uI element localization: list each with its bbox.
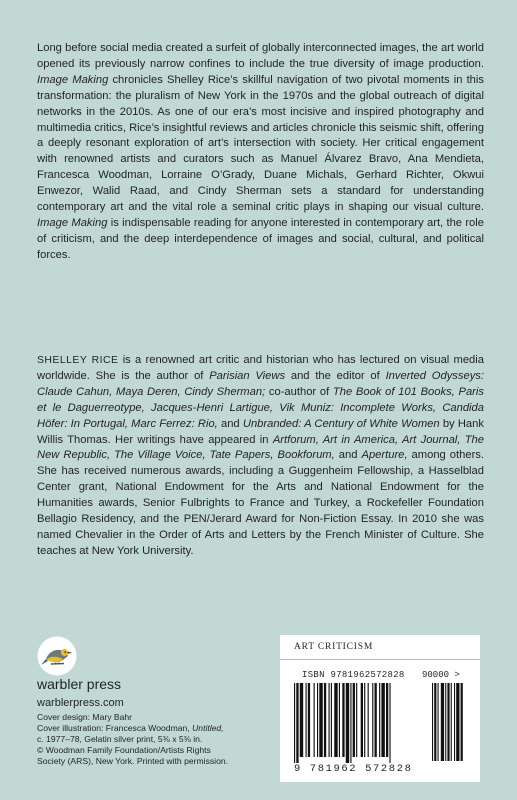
barcode-bar [445,683,446,761]
barcode-bar [375,683,377,757]
barcode-bar [331,683,332,757]
barcode-bar [314,683,315,757]
bio-text: among others. She has received numerous awards, including a Guggenheim Fellowship, a Hasselblad Center grant, National Endowment for the Arts and National Endowment for the Humanities awards, Senior Fulbrights to France and Turkey, a Rockefeller Foundation Bellagio Residency, and the PEN/Jerard Award for Non-Fiction Essay. In 2010 she was named Chevalier in the Order of Arts and Letters by the French Minister of Culture. She teaches at New York University. [37,449,484,557]
barcode-bar [381,683,384,757]
barcode-bar [461,683,463,761]
barcode-bar [372,683,373,757]
credit-text: Cover illustration: Francesca Woodman, [37,723,193,733]
barcode-bar [342,683,344,757]
barcode-bar [364,683,365,757]
book-title-italic: Image Making [37,216,108,229]
price-code: 90000 > [422,670,460,680]
bio-text: and [334,449,362,462]
artwork-title: Untitled, [192,723,224,733]
barcode-bar [353,683,355,757]
barcode-bar [324,683,326,757]
credit-line: Cover design: Mary Bahr [37,712,133,722]
barcode-bar [306,683,307,757]
barcode-bar [356,683,357,757]
description-text: chronicles Shelley Rice’s skillful navigation of two pivotal moments in this transformation: the pluralism of New York in the 1970s and the global outreach of digital networks in the 2010s. As one of our era’s most incisive and inspired photography and multimedia critics, Rice’s insightful reviews and articles chronicle this seismic shift, offering a deeply resonant exploration of art’s intersection with society. Her critical engagement with renowned artists and curators such as Manuel Álvarez Bravo, Ana Mendieta, Francesca Woodman, Lorraine O’Grady, Duane Michals, Gerhard Richter, Okwui Enwezor, Walid Raad, and Cindy Sherman sets a standard for understanding contemporary art and the vital role a seminal critic plays in shaping our visual culture. [37,73,484,214]
book-description [37,41,484,264]
barcode-bar [308,683,310,757]
bio-text: is a renowned art critic and historian who has lectured on visual media worldwide. She is the author of [37,354,484,382]
barcode-bar [368,683,369,757]
isbn-text: ISBN 9781962572828 [302,670,405,680]
barcode-bar [386,683,388,757]
author-name: SHELLEY RICE [37,355,119,366]
warbler-bird-icon [37,636,77,676]
credit-line: © Woodman Family Foundation/Artists Rights [37,745,211,755]
barcode-bar [451,683,452,761]
barcode-bar [441,683,444,761]
barcode-bar [389,683,390,763]
description-text: Long before social media created a surfeit of globally interconnected images, the art world opened its previously narrow confines to include the true diversity of image production. [37,42,484,70]
barcode-bar [346,683,349,763]
credit-line: c. 1977–78, Gelatin silver print, 5⅜ x 5⅜ in. [37,734,203,744]
barcode-bar [319,683,322,757]
barcode-bar [350,683,351,763]
barcode-bar [329,683,330,757]
publisher-name: warbler press [37,676,122,692]
barcode-bar [432,683,433,761]
barcode-bar [379,683,380,757]
barcode-bar [438,683,439,761]
credit-line: Society (ARS), New York. Printed with permission. [37,756,229,766]
bio-text: by Hank Willis Thomas. Her writings have appeared in [37,417,484,446]
barcode-bar [334,683,337,757]
barcode-bar [317,683,318,757]
bio-title: Unbranded: A Century of White Women [242,417,440,430]
bio-title: Artforum, Art in America, Art Journal, The New Republic, The Village Voice, Tate Papers, Bookforum, [37,433,484,462]
category-label: ART CRITICISM [280,635,480,660]
bio-text: and the editor of [285,369,386,382]
price-addon-barcode [432,683,470,761]
author-bio [37,353,484,560]
barcode-bar [294,683,295,763]
barcode-bar [447,683,449,761]
barcode-bar [456,683,459,761]
description-text: is indispensable reading for anyone interested in contemporary art, the role of criticism, and the deep interdependence of images and social, cultural, and political forces. [37,216,484,261]
barcode-bar [300,683,303,757]
bio-title: Aperture, [361,449,408,462]
barcode-bar [361,683,363,757]
barcode-bar [296,683,298,763]
barcode-bar [454,683,455,761]
cover-credits [37,712,277,767]
bio-title: Parisian Views [209,369,286,382]
bio-title: The Book of 101 Books, Paris et le Daguerreotype, Jacques-Henri Lartigue, Vik Muniz: Incomplete Works, Candida Höfer: In Portugal, Marc Ferrez: Rio, [37,385,484,430]
bio-text: co-author of [265,385,333,398]
bio-title: Inverted Odysseys: Claude Cahun, Maya Deren, Cindy Sherman; [37,369,485,398]
book-title-italic: Image Making [37,73,109,86]
publisher-url: warblerpress.com [37,697,124,709]
credit-line [37,723,277,734]
barcode-panel [280,635,480,782]
barcode-digits: 9 781962 572828 [294,763,413,775]
barcode-bar [434,683,436,761]
barcode-bar [339,683,340,757]
bio-text: and [217,417,243,430]
ean-barcode [294,683,430,765]
